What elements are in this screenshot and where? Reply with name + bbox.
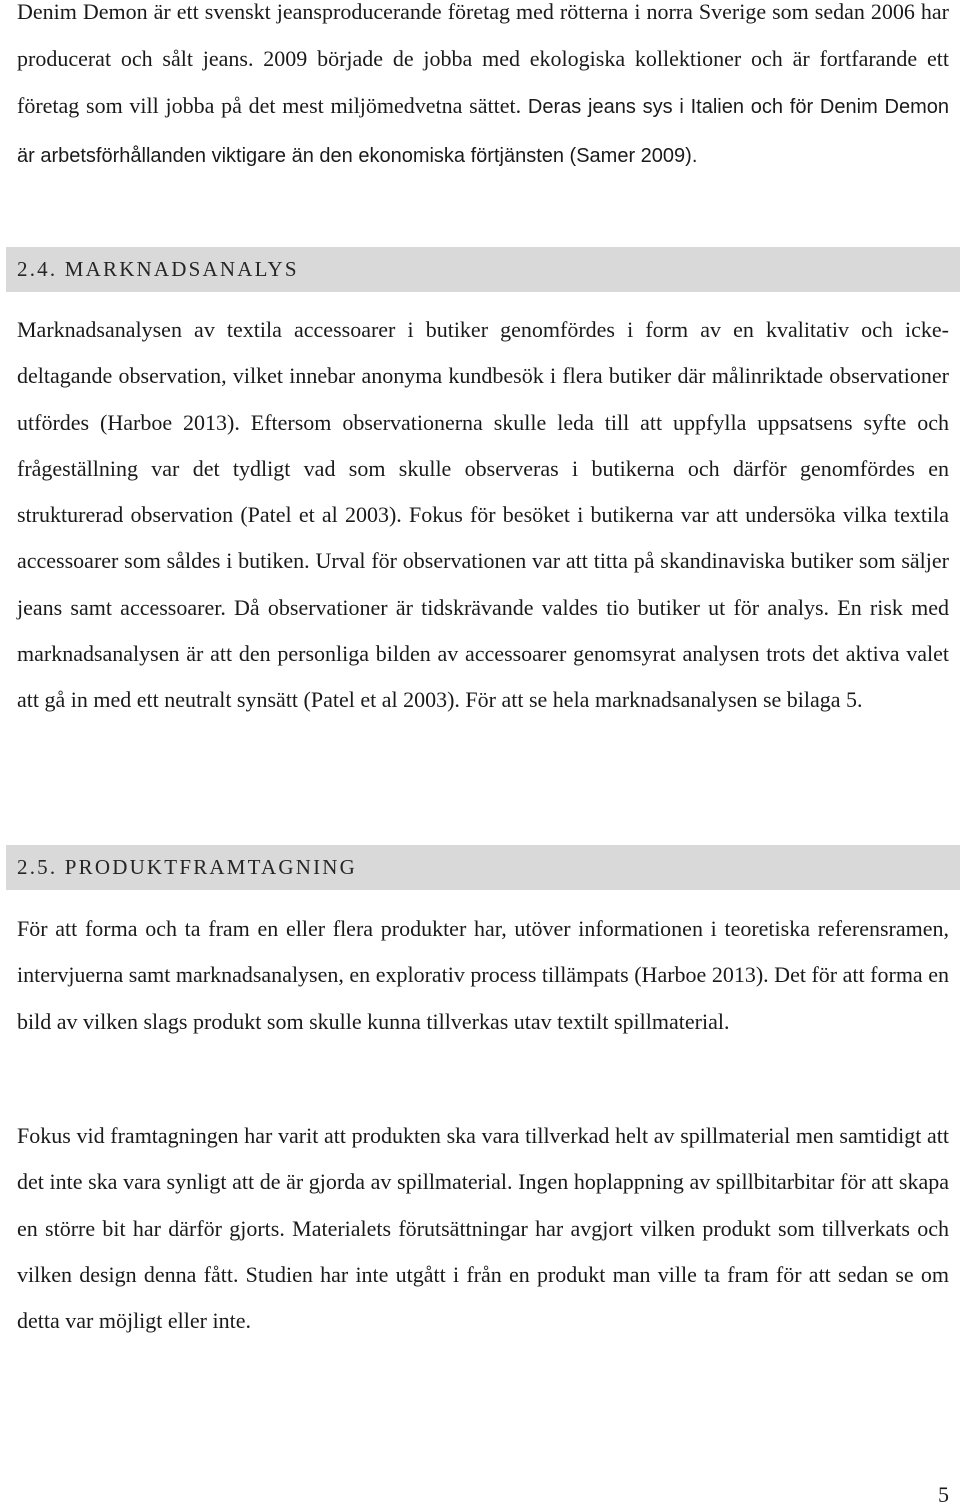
section-2-5-paragraph-2: Fokus vid framtagningen har varit att produkten ska vara tillverkad helt av spillmaterial men samtidigt att det inte ska vara synligt att de är gjorda av spillmaterial. Ingen hoplappning av spillbitarbitar för att skapa en större bit har därför gjorts. Materialets förutsättningar har avgjort vilken produkt som tillverkats och vilken design denna fått. Studien har inte utgått i från en produkt man ville ta fram för att sedan se om detta var möjligt eller inte. (17, 1123, 949, 1334)
section-2-4-paragraph: Marknadsanalysen av textila accessoarer i butiker genomfördes i form av en kvalitativ och icke-deltagande observation, vilket innebar anonyma kundbesök i flera butiker där målinriktade observationer utfördes (Harboe 2013). Eftersom observationerna skulle leda till att uppfylla uppsatsens syfte och frågeställning var det tydligt vad som skulle observeras i butikerna och därför genomfördes en strukturerad observation (Patel et al 2003). Fokus för besöket i butikerna var att undersöka vilka textila accessoarer som såldes i butiken. Urval för observationen var att titta på skandinaviska butiker som säljer jeans samt accessoarer. Då observationer är tidskrävande valdes tio butiker ut för analys. En risk med marknadsanalysen är att den personliga bilden av accessoarer genomsyrat analysen trots det aktiva valet att gå in med ett neutralt synsätt (Patel et al 2003). För att se hela marknadsanalysen se bilaga 5. (17, 317, 949, 713)
intro-text: Denim Demon är ett svenskt jeansproducerande företag med rötterna i norra Sverige som sedan 2006 har producerat och sålt jeans. 2009 började de jobba med ekologiska kollektioner och är fortfarande ett företag som vill jobba på det mest miljömedvetna sättet. (17, 0, 949, 118)
page-number: 5 (938, 1482, 949, 1507)
section-heading-text: 2.5. PRODUKTFRAMTAGNING (17, 855, 358, 879)
section-heading-text: 2.4. MARKNADSANALYS (17, 257, 299, 281)
section-2-5-paragraph-1: För att forma och ta fram en eller flera produkter har, utöver informationen i teoretiska referensramen, intervjuerna samt marknadsanalysen, en explorativ process tillämpats (Harboe 2013). Det för att forma en bild av vilken slags produkt som skulle kunna tillverkas utav textilt spillmaterial. (17, 916, 949, 1034)
intro-text-sans: Deras jeans sys i Italien och för Denim Demon är arbetsförhållanden viktigare än den ekonomiska förtjänsten (Samer 2009). (17, 96, 949, 167)
intro-paragraph (17, 0, 949, 180)
section-heading-2-4 (6, 247, 960, 292)
section-heading-2-5 (6, 845, 960, 890)
